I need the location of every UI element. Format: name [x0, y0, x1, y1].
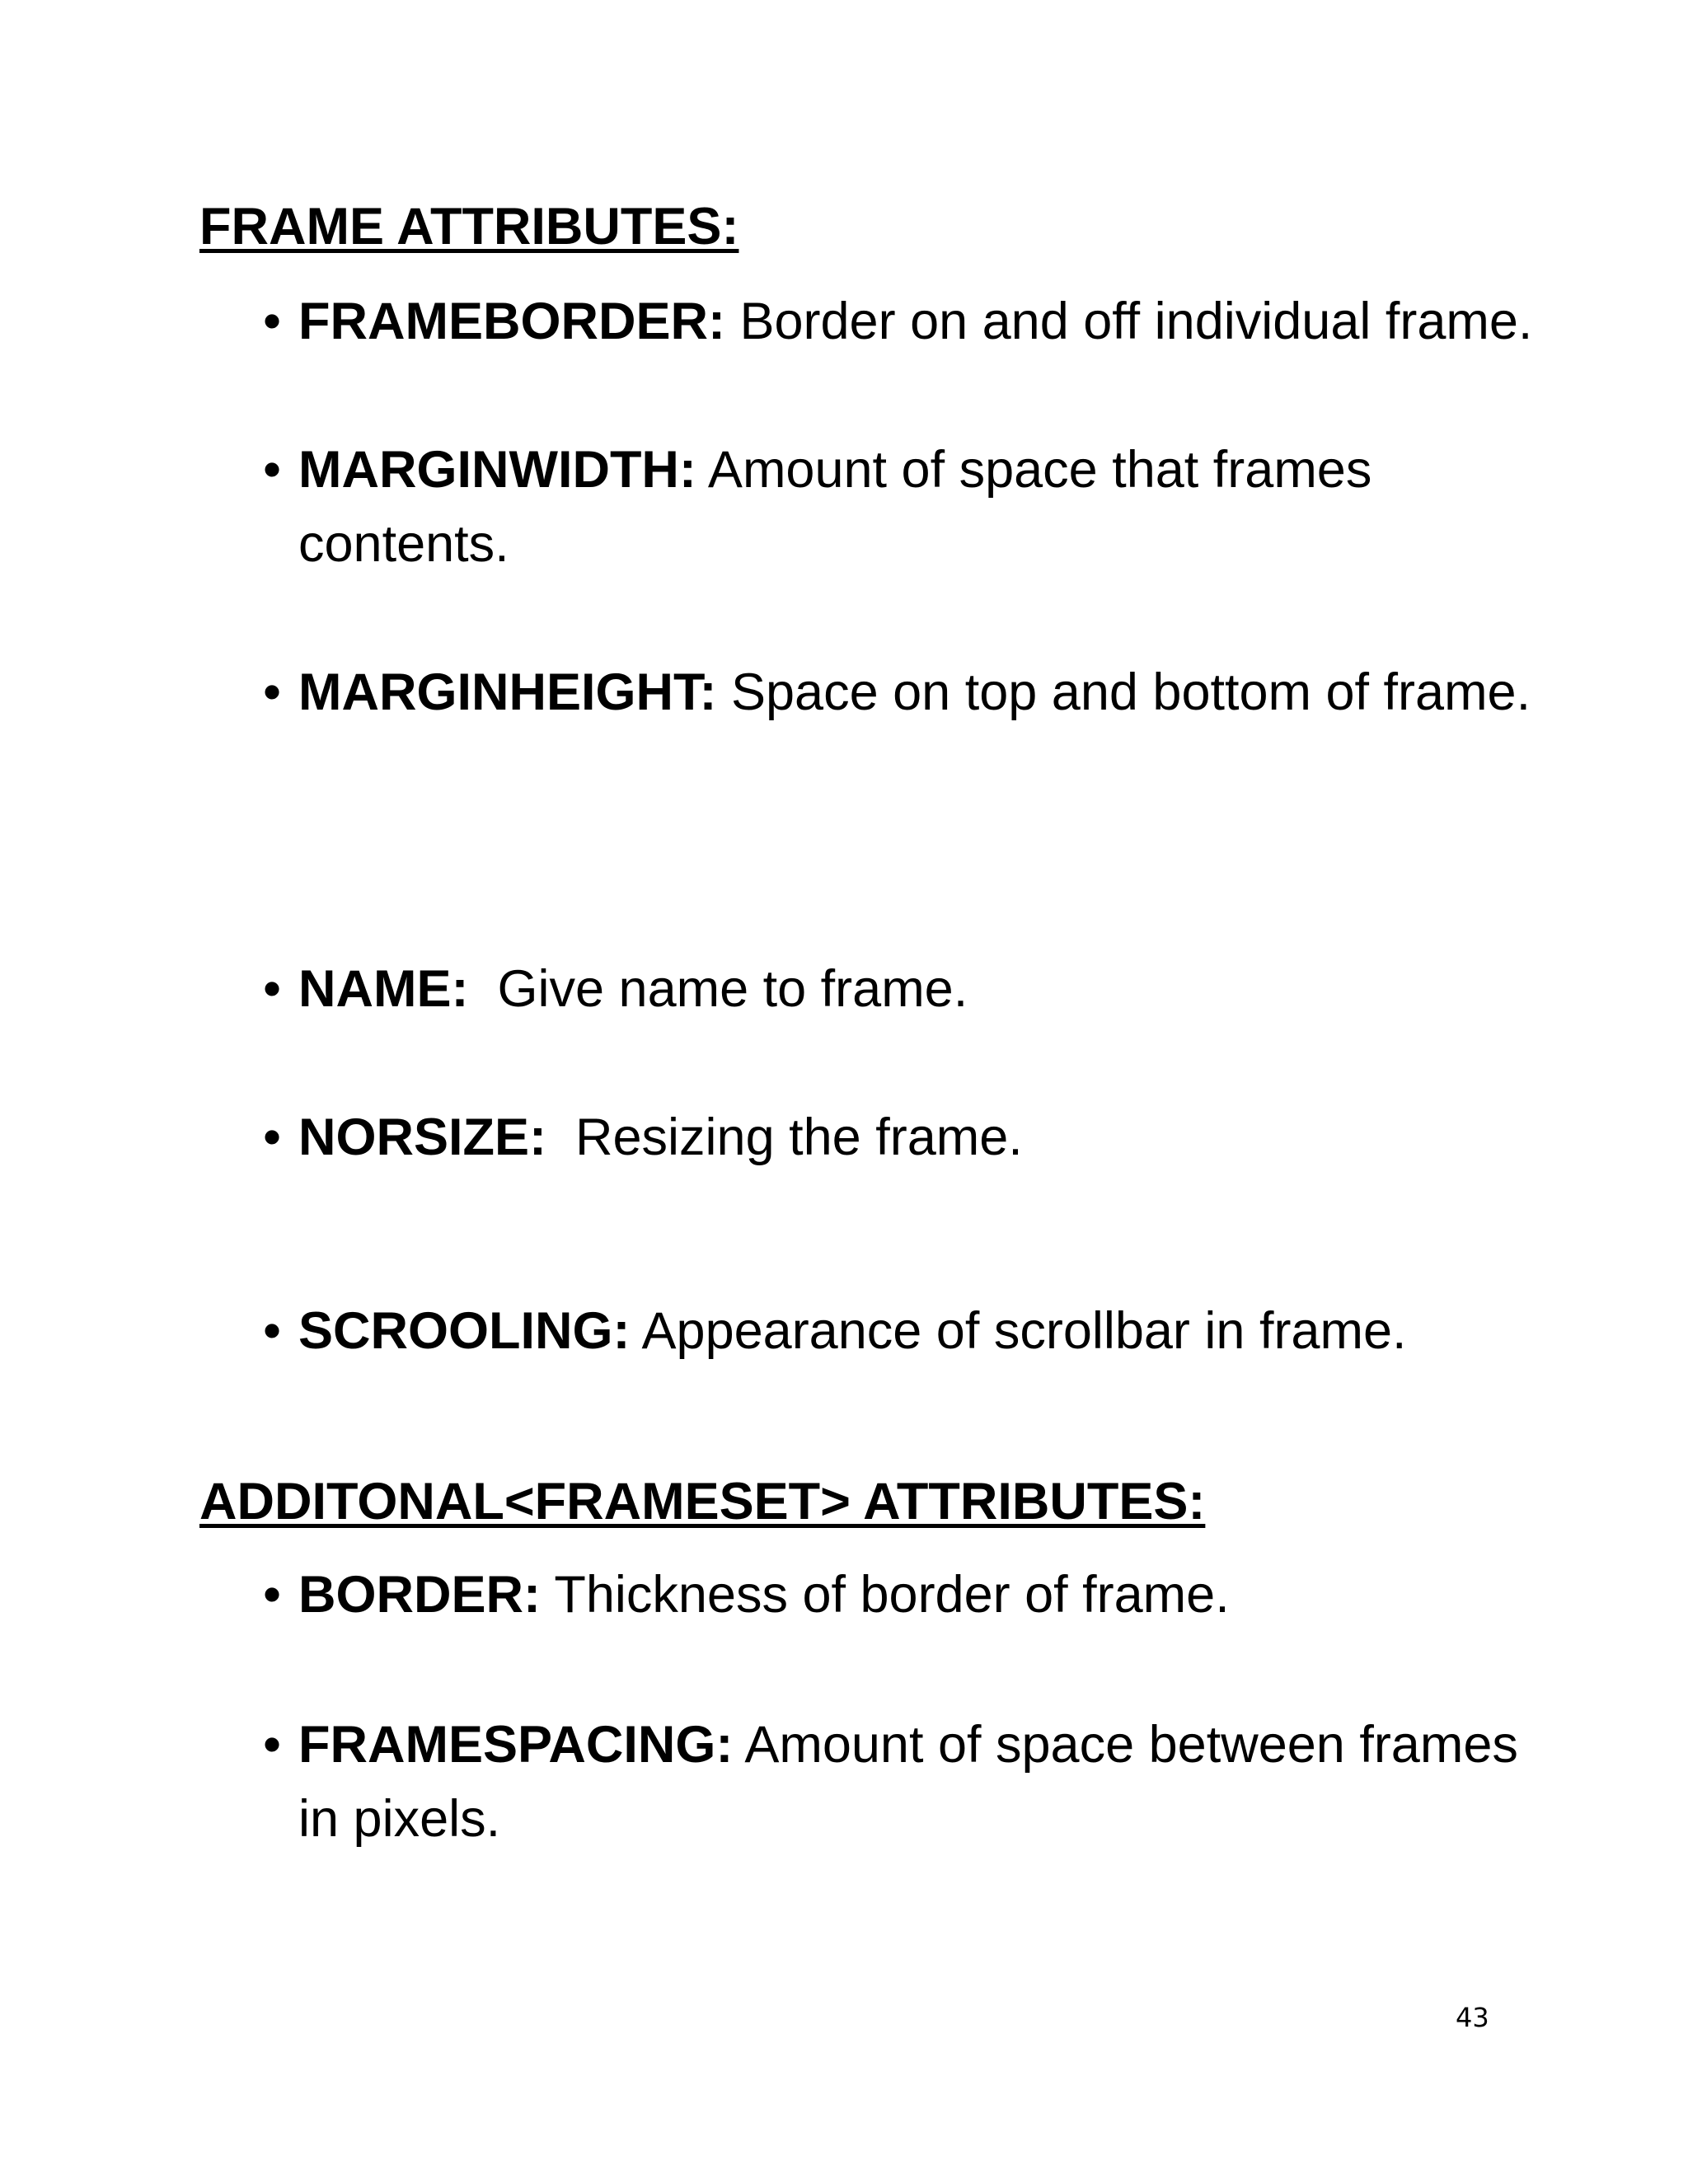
list-item-scrooling [247, 1294, 1533, 1368]
bullet-icon: • [262, 1716, 282, 1774]
term-description: Resizing the frame. [546, 1108, 1023, 1166]
list-item-text [298, 655, 1533, 729]
list-item-norsize [247, 1100, 1533, 1174]
term-label: MARGINHEIGHT: [298, 663, 717, 721]
term-description: Give name to frame. [468, 960, 968, 1018]
bullet-icon: • [262, 441, 282, 499]
bullet-icon: • [262, 1302, 282, 1360]
bullet-icon: • [262, 293, 282, 350]
bullet-icon: • [262, 663, 282, 721]
bullet-icon: • [262, 960, 282, 1018]
term-description: Space on top and bottom of frame. [716, 663, 1531, 721]
list-item-border [247, 1558, 1533, 1632]
list-item-text [298, 1708, 1533, 1856]
list-item-frameborder [247, 284, 1533, 359]
list-item-name [247, 952, 1533, 1026]
list-item-text [298, 1558, 1533, 1632]
term-label: FRAMEBORDER: [298, 293, 725, 350]
term-description: Border on and off individual frame. [724, 293, 1533, 350]
term-description: Thickness of border of frame. [541, 1566, 1230, 1624]
term-label: BORDER: [298, 1566, 541, 1624]
list-item-text [298, 284, 1533, 359]
term-label: FRAMESPACING: [298, 1716, 734, 1774]
list-item-marginwidth [247, 433, 1533, 581]
term-label: MARGINWIDTH: [298, 441, 696, 499]
list-item-text [298, 1100, 1533, 1174]
term-description: Amount of space that frames contents. [298, 441, 1372, 573]
term-description: Amount of space between frames in pixels. [298, 1716, 1518, 1848]
term-label: NORSIZE: [298, 1108, 547, 1166]
term-description: Appearance of scrollbar in frame. [630, 1302, 1407, 1360]
section-heading-frame-attributes: FRAME ATTRIBUTES: [199, 198, 739, 255]
list-item-text [298, 1294, 1533, 1368]
list-item-text [298, 433, 1533, 581]
term-label: NAME: [298, 960, 469, 1018]
bullet-icon: • [262, 1566, 282, 1624]
list-item-marginheight [247, 655, 1533, 729]
bullet-icon: • [262, 1108, 282, 1166]
section-heading-additional-frameset-attributes: ADDITONAL<FRAMESET> ATTRIBUTES: [199, 1473, 1206, 1530]
list-item-text [298, 952, 1533, 1026]
term-label: SCROOLING: [298, 1302, 631, 1360]
page-number: 43 [1456, 2002, 1489, 2033]
list-item-framespacing [247, 1708, 1533, 1856]
